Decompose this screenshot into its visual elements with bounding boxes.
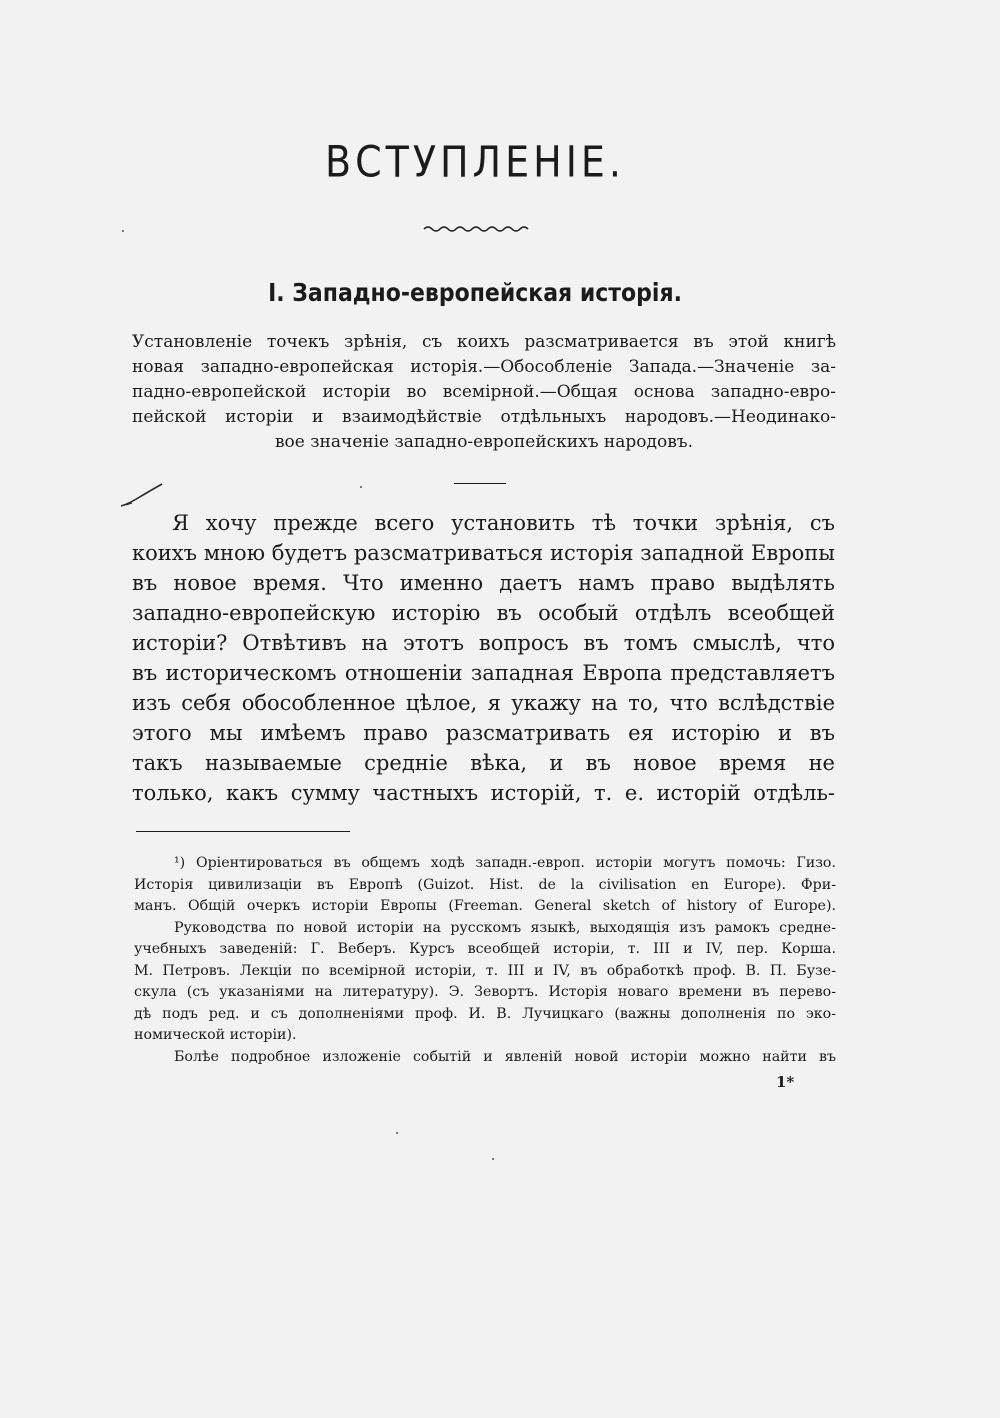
- scan-speck: [122, 230, 124, 232]
- footnote-rule: [136, 831, 350, 832]
- summary-line: вое значеніе западно-европейскихъ народовъ.: [274, 432, 694, 452]
- chapter-title: ВСТУПЛЕНІЕ.: [325, 137, 625, 187]
- body-line: этого мы имѣемъ право разсматривать ея исторію и въ: [132, 721, 835, 745]
- summary-line: падно-европейской исторіи во всемірной.—Общая основа западно-евро-: [132, 382, 836, 402]
- summary-line: новая западно-европейская исторія.—Обособленіе Запада.—Значеніе за-: [132, 357, 836, 377]
- section-title: I. Западно-европейская исторія.: [268, 278, 682, 307]
- summary-line: пейской исторіи и взаимодѣйствіе отдѣльныхъ народовъ.—Неодинако-: [132, 407, 836, 427]
- scan-speck: [396, 1132, 398, 1134]
- body-line: исторіи? Отвѣтивъ на этотъ вопросъ въ томъ смыслѣ, что: [132, 631, 835, 655]
- footnote-line: дѣ подъ ред. и съ дополненіями проф. И. В. Лучицкаго (важны дополненія по эко-: [134, 1005, 836, 1022]
- body-line: коихъ мною будетъ разсматриваться исторія западной Европы: [132, 541, 835, 565]
- summary-line: Установленіе точекъ зрѣнія, съ коихъ разсматривается въ этой книгѣ: [132, 332, 836, 352]
- body-paragraph: [132, 508, 835, 808]
- footnote-line: Руководства по новой исторіи на русскомъ языкѣ, выходящія изъ рамокъ средне-: [174, 919, 836, 936]
- scan-speck: [360, 486, 362, 488]
- separator-rule: [454, 483, 506, 484]
- footnote-line: Болѣе подробное изложеніе событій и явленій новой исторіи можно найти въ: [174, 1048, 836, 1065]
- scan-speck: [492, 1158, 494, 1160]
- pencil-mark-icon: [118, 480, 166, 510]
- footnote-line: ¹) Оріентироваться въ общемъ ходѣ западн.-европ. исторіи могутъ помочь: Гизо.: [174, 855, 836, 871]
- body-line: западно-европейскую исторію въ особый отдѣлъ всеобщей: [132, 601, 835, 625]
- footnote-line: М. Петровъ. Лекціи по всемірной исторіи, т. III и IV, въ обработкѣ проф. В. П. Бузе-: [134, 962, 836, 979]
- body-line: въ историческомъ отношеніи западная Европа представляетъ: [132, 661, 835, 685]
- footnote-line: Исторія цивилизаціи въ Европѣ (Guizot. Hist. de la civilisation en Europe). Фри-: [134, 876, 836, 893]
- body-line: въ новое время. Что именно даетъ намъ право выдѣлять: [132, 571, 835, 595]
- decorative-wave-rule: [422, 224, 530, 234]
- body-line: только, какъ сумму частныхъ исторій, т. е. исторій отдѣль-: [132, 781, 835, 805]
- body-line: Я хочу прежде всего установить тѣ точки зрѣнія, съ: [172, 511, 835, 535]
- footnotes: [134, 853, 836, 1068]
- footnote-line: манъ. Общій очеркъ исторіи Европы (Freeman. General sketch of history of Europe).: [134, 898, 836, 914]
- footnote-line: учебныхъ заведеній: Г. Веберъ. Курсъ всеобщей исторіи, т. III и IV, пер. Корша.: [134, 941, 836, 957]
- page-signature: 1*: [776, 1073, 795, 1091]
- body-line: изъ себя обособленное цѣлое, я укажу на то, что вслѣдствіе: [132, 691, 835, 715]
- footnote-line: номической исторіи).: [134, 1027, 297, 1043]
- section-summary: [132, 330, 836, 455]
- body-line: такъ называемые средніе вѣка, и въ новое время не: [132, 751, 835, 775]
- footnote-line: скула (съ указаніями на литературу). Э. Зевортъ. Исторія новаго времени въ перево-: [134, 984, 836, 1000]
